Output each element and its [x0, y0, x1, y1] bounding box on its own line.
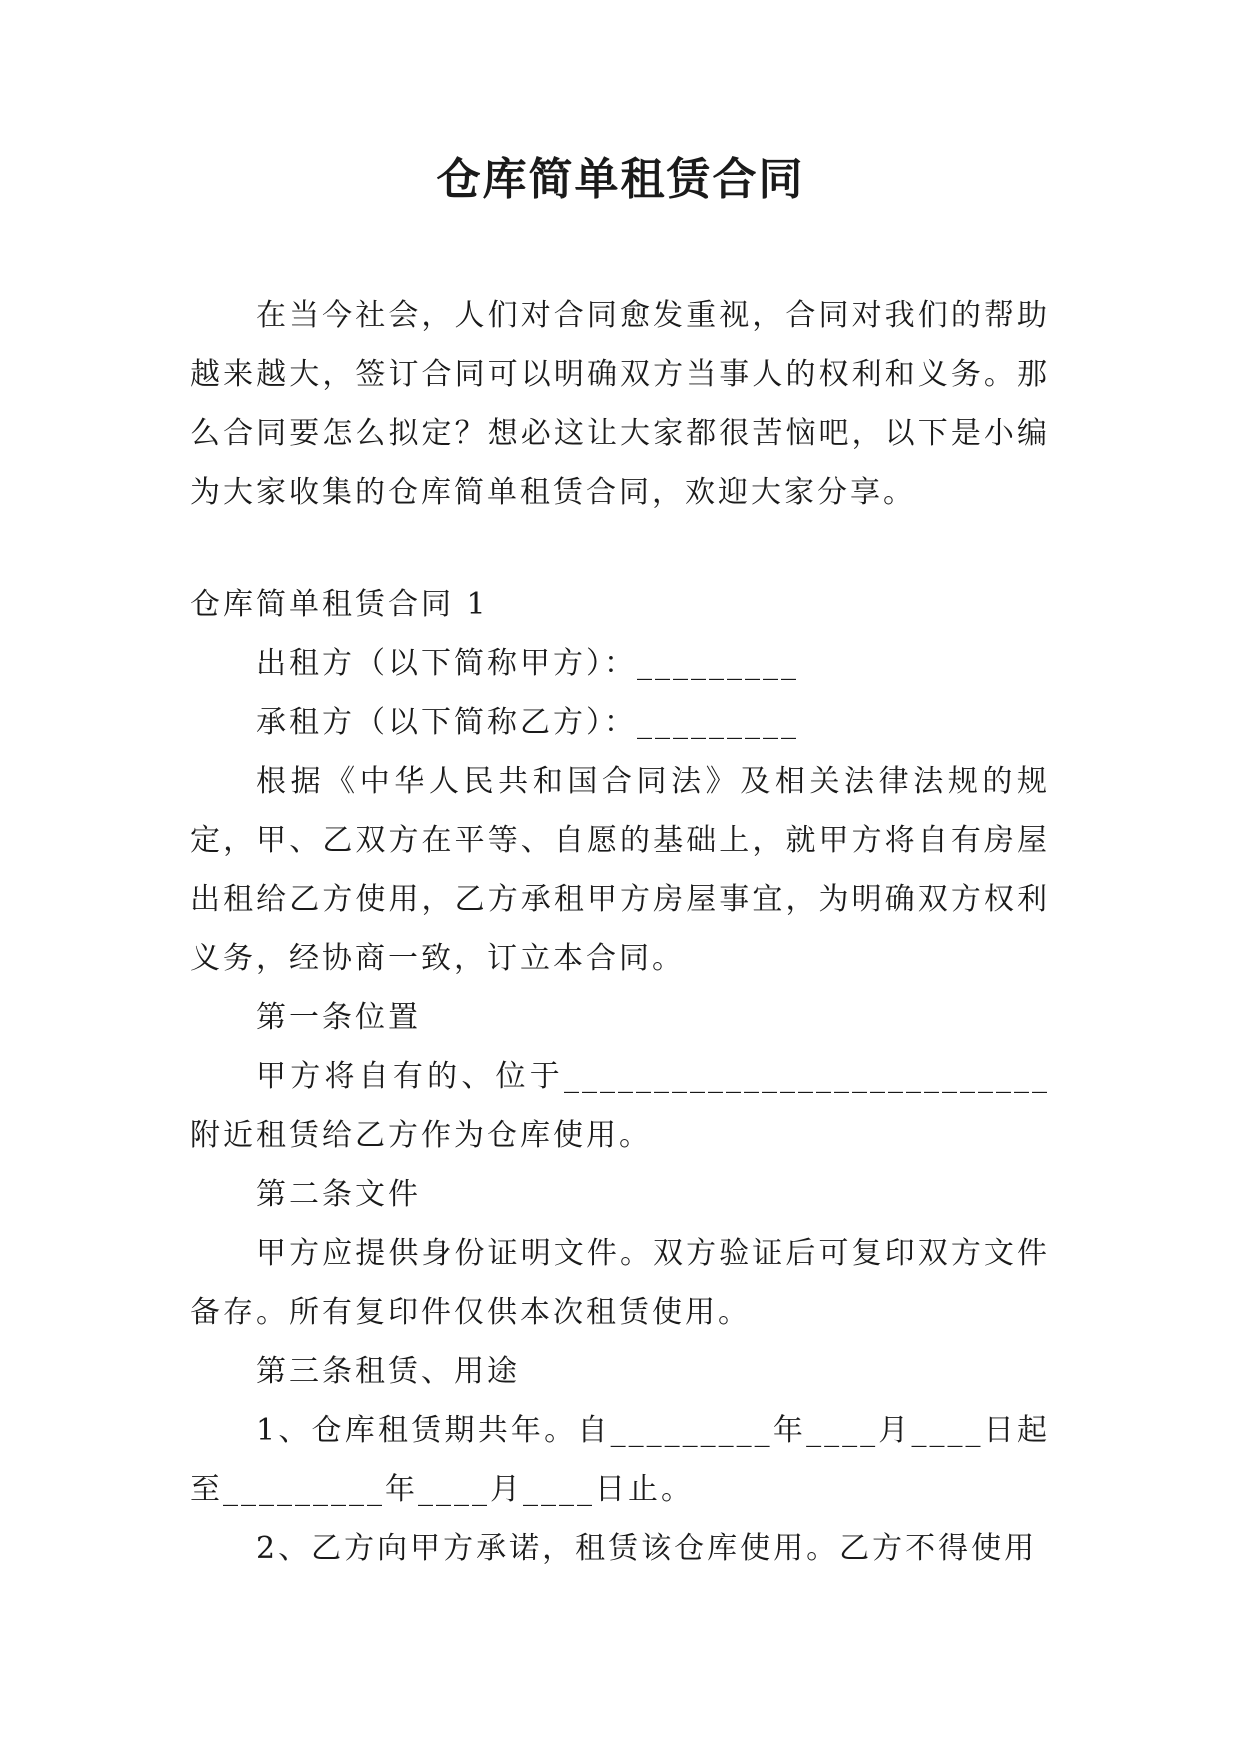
article-2-text: 甲方应提供身份证明文件。双方验证后可复印双方文件备存。所有复印件仅供本次租赁使用。	[190, 1236, 1050, 1330]
article-2-heading: 第二条文件	[256, 1177, 421, 1212]
article-1-text: 甲方将自有的、位于___________________________附近租赁给乙方作为仓库使用。	[190, 1059, 1050, 1153]
lessee-line: 承租方（以下简称乙方）：_________	[256, 705, 799, 740]
article-1-heading: 第一条位置	[256, 1000, 421, 1035]
article-3-heading: 第三条租赁、用途	[256, 1354, 520, 1389]
article-3-clause-1: 1、仓库租赁期共年。自_________年____月____日起至_________年____月____日止。	[190, 1413, 1050, 1507]
section-heading: 仓库简单租赁合同 1	[190, 587, 489, 622]
lessor-line: 出租方（以下简称甲方）：_________	[256, 646, 799, 681]
intro-block	[190, 286, 1050, 522]
legal-basis-paragraph: 根据《中华人民共和国合同法》及相关法律法规的规定，甲、乙双方在平等、自愿的基础上，就甲方将自有房屋出租给乙方使用，乙方承租甲方房屋事宜，为明确双方权利义务，经协商一致，订立本合同。	[190, 764, 1050, 976]
contract-body	[190, 575, 1050, 1578]
document-title: 仓库简单租赁合同	[436, 154, 805, 205]
intro-paragraph: 在当今社会，人们对合同愈发重视，合同对我们的帮助越来越大，签订合同可以明确双方当事人的权利和义务。那么合同要怎么拟定？想必这让大家都很苦恼吧，以下是小编为大家收集的仓库简单租赁合同，欢迎大家分享。	[190, 298, 1050, 510]
article-3-clause-2: 2、乙方向甲方承诺，租赁该仓库使用。乙方不得使用	[256, 1531, 1038, 1566]
